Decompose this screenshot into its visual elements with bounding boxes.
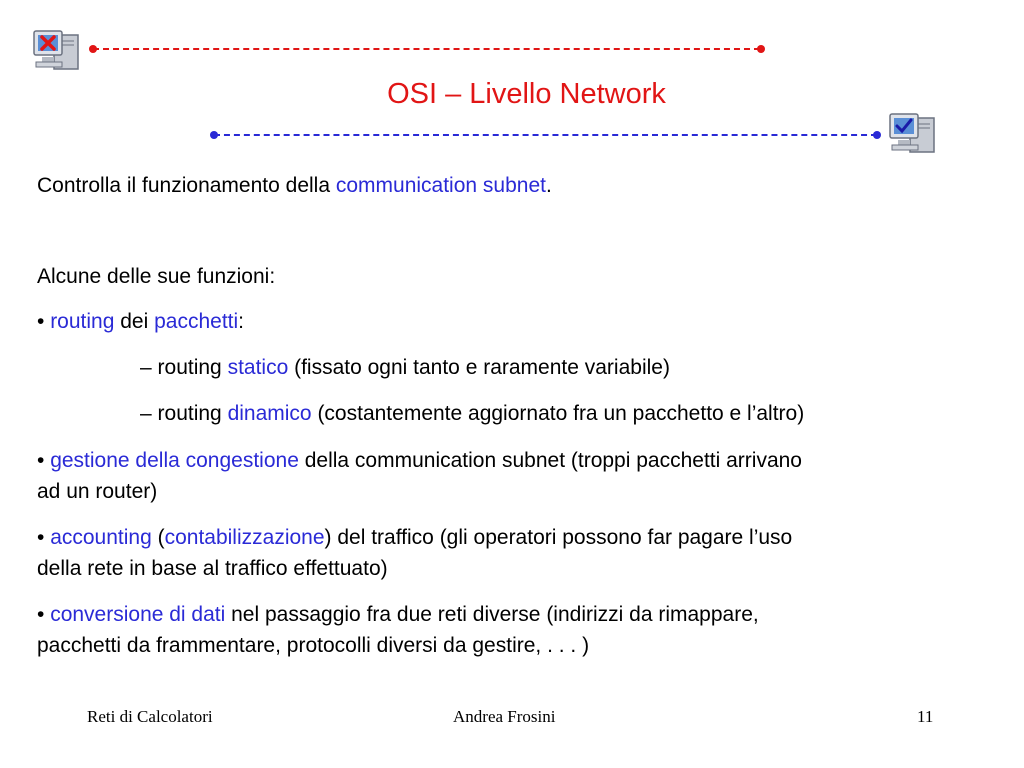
statico-term: statico [227,356,289,379]
slide-title: OSI – Livello Network [387,78,666,110]
bullet-glyph: • [37,449,51,472]
conversion-term: conversione di dati [50,603,226,626]
congestion-term: gestione della congestione [50,449,299,472]
top-line-end-dot [757,45,765,53]
page-number: 11 [917,707,934,726]
sub-item-description: (fissato ogni tanto e raramente variabile) [288,356,670,379]
routing-mid: dei [114,310,155,333]
intro-highlight: communication subnet [335,174,546,197]
contabilizzazione-term: contabilizzazione [164,526,325,549]
bottom-dashed-line [214,134,877,136]
dinamico-term: dinamico [227,402,312,425]
functions-heading: Alcune delle sue funzioni: [37,265,276,288]
intro-text: Controlla il funzionamento della [37,174,336,197]
dash-glyph: – [140,402,158,425]
sub-item-description: (costantemente aggiornato fra un pacchetto e l’altro) [311,402,805,425]
conversion-description: nel passaggio fra due reti diverse (indirizzi da rimappare, [225,603,759,626]
dash-glyph: – [140,356,158,379]
accounting-description-cont: della rete in base al traffico effettuato) [37,557,388,580]
accounting-term: accounting [50,526,152,549]
sub-item-dynamic-routing [140,398,804,429]
computer-ok-icon [888,110,938,160]
footer-course: Reti di Calcolatori [87,707,213,726]
intro-line [37,170,552,201]
top-dashed-line [93,48,760,50]
bullet-routing [37,306,244,337]
accounting-paren: ( [151,526,165,549]
pacchetti-term: pacchetti [154,310,239,333]
conversion-description-cont: pacchetti da frammentare, protocolli diversi da gestire, . . . ) [37,634,590,657]
footer-author: Andrea Frosini [453,707,556,726]
sub-item-prefix: routing [157,356,228,379]
computer-error-icon [32,27,82,77]
sub-item-prefix: routing [157,402,228,425]
congestion-description: della communication subnet (troppi pacchetti arrivano [298,449,802,472]
intro-end: . [545,174,552,197]
routing-colon: : [238,310,245,333]
bullet-data-conversion [37,599,759,661]
bullet-glyph: • [37,603,51,626]
routing-term: routing [50,310,115,333]
congestion-description-cont: ad un router) [37,480,158,503]
bullet-glyph: • [37,310,51,333]
bottom-line-end-dot [873,131,881,139]
bullet-accounting [37,522,792,584]
bullet-congestion [37,445,802,507]
sub-item-static-routing [140,352,670,383]
bullet-glyph: • [37,526,51,549]
accounting-description: ) del traffico (gli operatori possono far pagare l’uso [324,526,793,549]
